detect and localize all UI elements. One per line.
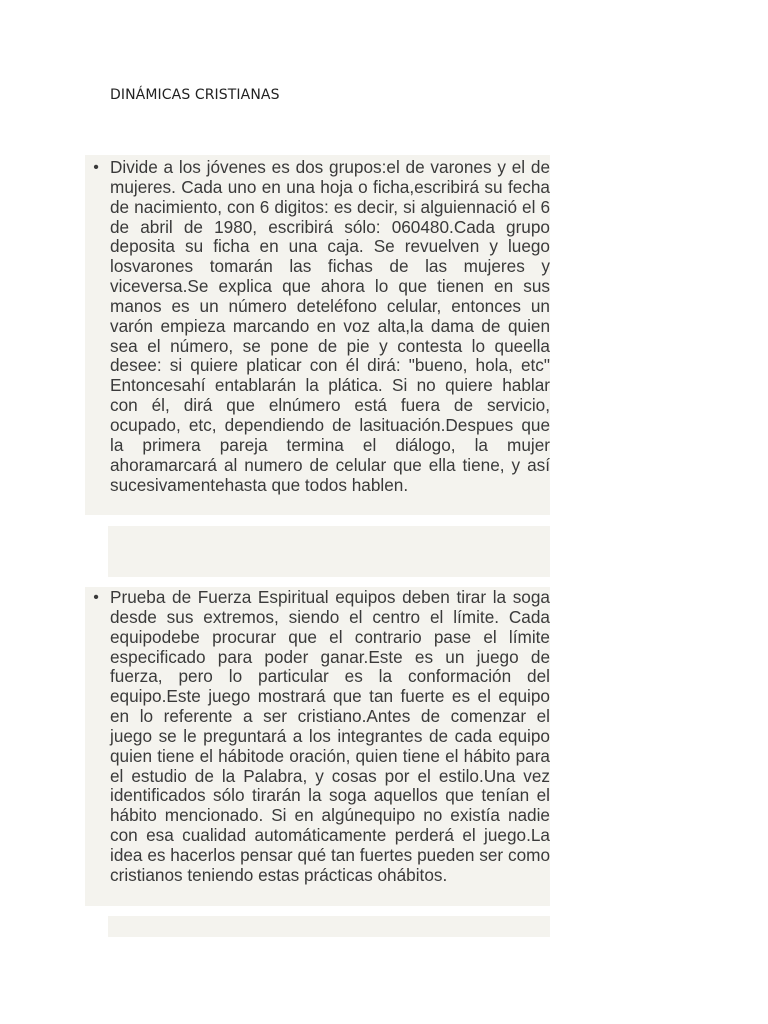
list-item	[85, 155, 550, 515]
bullet-icon: •	[93, 159, 99, 176]
bullet-icon: •	[93, 589, 99, 606]
list-item-text: Prueba de Fuerza Espiritual equipos deben tirar la soga desde sus extremos, siendo el centro el límite. Cada equipodebe procurar que el contrario pase el límite especificado para poder ganar.Este es un juego de fuerza, pero lo particular es la conformación del equipo.Este juego mostrará que tan fuerte es el equipo en lo referente a ser cristiano.Antes de comenzar el juego se le preguntará a los integrantes de cada equipo quien tiene el hábitode oración, quien tiene el hábito para el estudio de la Palabra, y cosas por el estilo.Una vez identificados sólo tirarán la soga aquellos que tenían el hábito mencionado. Si en algúnequipo no existía nadie con esa cualidad automáticamente perderá el juego.La idea es hacerlos pensar qué tan fuertes pueden ser como cristianos teniendo estas prácticas ohábitos.	[110, 587, 550, 885]
empty-block	[108, 916, 550, 937]
list-item-text: Divide a los jóvenes es dos grupos:el de varones y el de mujeres. Cada uno en una hoja o ficha,escribirá su fecha de nacimiento, con 6 digitos: es decir, si alguiennació el 6 de abril de 1980, escribirá sólo: 060480.Cada grupo deposita su ficha en una caja. Se revuelven y luego losvarones tomarán las fichas de las mujeres y viceversa.Se explica que ahora lo que tienen en sus manos es un número deteléfono celular, entonces un varón empieza marcando en voz alta,la dama de quien sea el número, se pone de pie y contesta lo queella desee: si quiere platicar con él dirá: "bueno, hola, etc" Entoncesahí entablarán la plática. Si no quiere hablar con él, dirá que elnúmero está fuera de servicio, ocupado, etc, dependiendo de lasituación.Despues que la primera pareja termina el diálogo, la mujer ahoramarcará al numero de celular que ella tiene, y así sucesivamentehasta que todos hablen.	[110, 157, 550, 495]
list-item	[85, 587, 550, 906]
page-title: DINÁMICAS CRISTIANAS	[110, 87, 280, 103]
empty-block	[108, 526, 550, 577]
